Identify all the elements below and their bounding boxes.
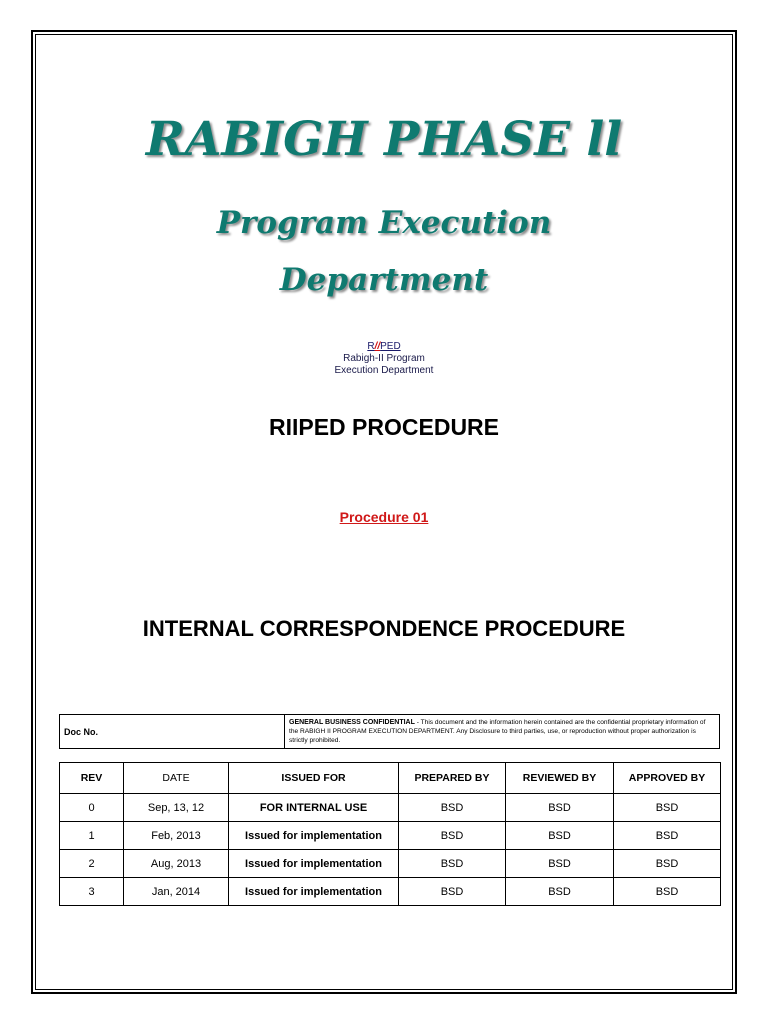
logo-line2: Rabigh-II Program [343, 353, 425, 364]
document-subtitle-line1: Program Execution [216, 205, 552, 241]
cell-prepared-by: BSD [399, 878, 506, 906]
cell-rev: 0 [60, 794, 124, 822]
doc-no-label: Doc No. [60, 715, 285, 749]
cell-reviewed-by: BSD [506, 850, 614, 878]
header-approved-by: APPROVED BY [614, 763, 721, 794]
header-date: DATE [124, 763, 229, 794]
revision-table [59, 762, 721, 906]
cell-approved-by: BSD [614, 850, 721, 878]
cell-reviewed-by: BSD [506, 822, 614, 850]
cell-issued-for: Issued for implementation [229, 850, 399, 878]
department-logo [0, 341, 768, 377]
cell-prepared-by: BSD [399, 794, 506, 822]
cell-prepared-by: BSD [399, 822, 506, 850]
header-rev: REV [60, 763, 124, 794]
cell-issued-for: Issued for implementation [229, 878, 399, 906]
confidential-text: - This document and the information herein contained are the confidential proprietary information of the RABIGH II PROGRAM EXECUTION DEPARTMENT. Any Disclosure to third parties, use, or reproduction without proper authorization is strictly prohibited. [289, 719, 706, 744]
logo-r: R [367, 341, 375, 352]
cell-rev: 3 [60, 878, 124, 906]
procedure-heading: RIIPED PROCEDURE [268, 414, 500, 440]
cell-reviewed-by: BSD [506, 794, 614, 822]
table-row [60, 850, 721, 878]
table-row [60, 878, 721, 906]
cell-approved-by: BSD [614, 822, 721, 850]
cell-approved-by: BSD [614, 794, 721, 822]
cell-rev: 2 [60, 850, 124, 878]
cell-prepared-by: BSD [399, 850, 506, 878]
table-header-row [60, 763, 721, 794]
table-row [60, 822, 721, 850]
confidential-label: GENERAL BUSINESS CONFIDENTIAL [289, 719, 415, 726]
confidentiality-notice [285, 715, 720, 749]
header-issued-for: ISSUED FOR [229, 763, 399, 794]
cell-rev: 1 [60, 822, 124, 850]
cell-approved-by: BSD [614, 878, 721, 906]
logo-slashes: // [374, 341, 381, 352]
header-reviewed-by: REVIEWED BY [506, 763, 614, 794]
logo-wordmark [0, 341, 768, 353]
cell-reviewed-by: BSD [506, 878, 614, 906]
header-prepared-by: PREPARED BY [399, 763, 506, 794]
document-main-title: RABIGH PHASE ll [145, 112, 623, 167]
procedure-number: Procedure 01 [339, 509, 429, 525]
document-title: INTERNAL CORRESPONDENCE PROCEDURE [142, 616, 626, 641]
document-subtitle-line2: Department [279, 262, 489, 298]
doc-info-table [59, 714, 720, 749]
logo-line3: Execution Department [334, 365, 434, 376]
cell-date: Feb, 2013 [124, 822, 229, 850]
cell-date: Sep, 13, 12 [124, 794, 229, 822]
cell-issued-for: FOR INTERNAL USE [229, 794, 399, 822]
cell-date: Aug, 2013 [124, 850, 229, 878]
cell-date: Jan, 2014 [124, 878, 229, 906]
cell-issued-for: Issued for implementation [229, 822, 399, 850]
table-row [60, 794, 721, 822]
logo-ped: PED [380, 341, 401, 352]
